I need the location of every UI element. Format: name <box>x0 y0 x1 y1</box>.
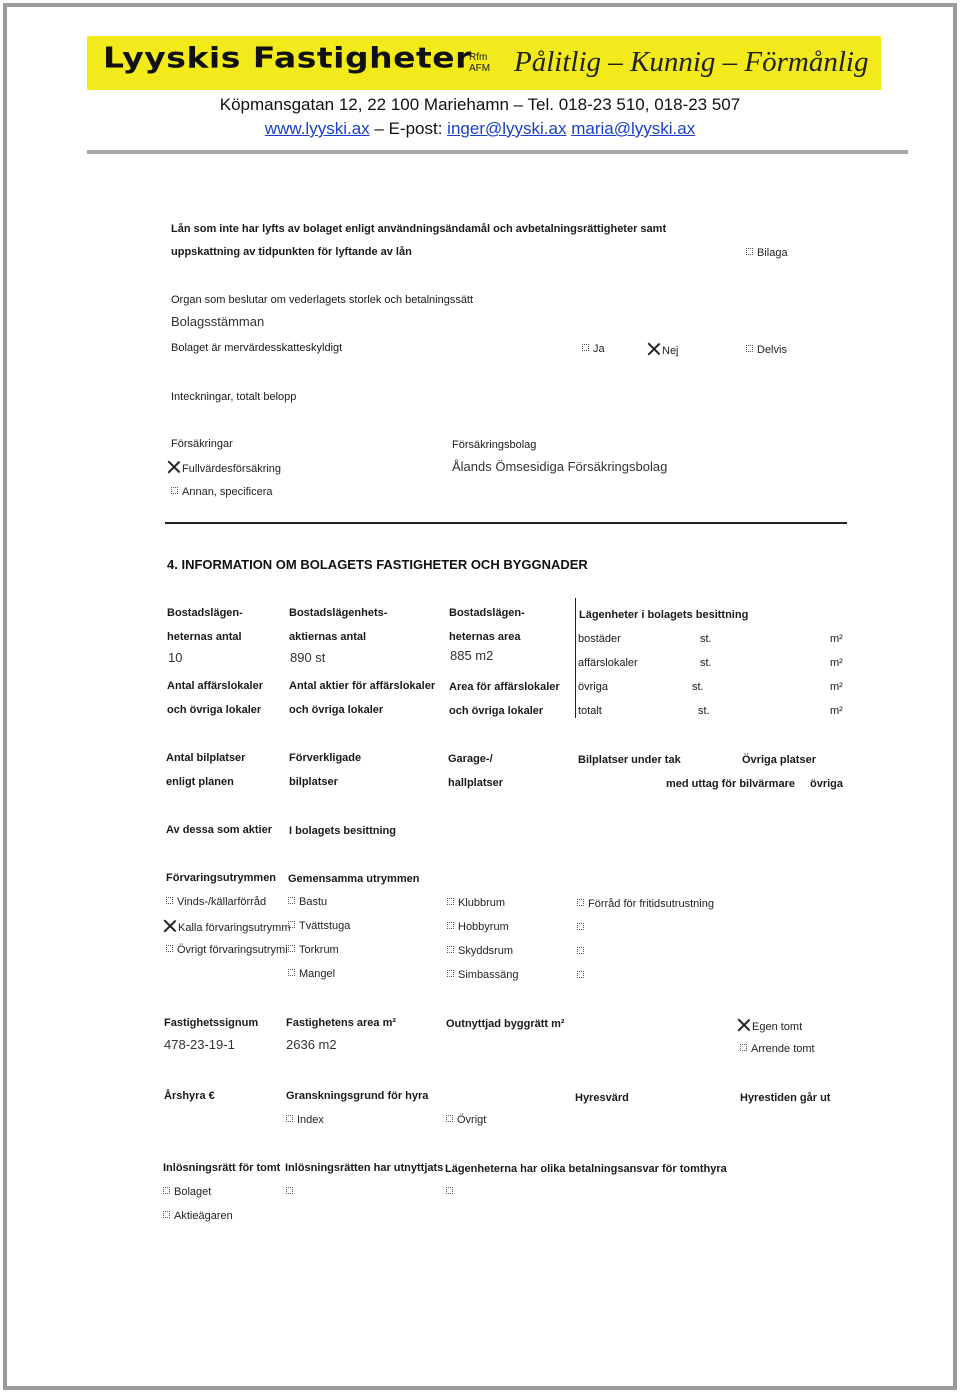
owned-row-label: övriga <box>578 681 608 693</box>
shares-parking-label: Av dessa som aktier <box>166 824 272 836</box>
storage-option-label: Kalla förvaringsutrymm <box>178 922 291 934</box>
loans-label-1: Lån som inte har lyfts av bolaget enligt användningsändamål och avbetalningsrättigheter samt <box>171 223 667 235</box>
common-space-option[interactable] <box>577 946 588 958</box>
redemption-used-label: Inlösningsrätten har utnyttjats <box>285 1162 444 1174</box>
checkbox-icon[interactable] <box>163 1211 170 1218</box>
checkbox-icon[interactable] <box>288 921 295 928</box>
page-border <box>3 3 957 1390</box>
leased-plot-option[interactable] <box>740 1043 815 1055</box>
website-link[interactable]: www.lyyski.ax <box>264 119 370 138</box>
common-space-label: Mangel <box>299 968 336 980</box>
storage-option-label: Övrigt förvaringsutrymi <box>177 944 288 956</box>
attachment-label: Bilaga <box>757 247 788 259</box>
checkbox-icon[interactable] <box>447 898 454 905</box>
organ-label: Organ som beslutar om vederlagets storlek och betalningssätt <box>171 294 474 306</box>
business-shares-label-2: och övriga lokaler <box>289 704 384 716</box>
checkbox-icon[interactable] <box>577 971 584 978</box>
common-space-label: Tvättstuga <box>299 920 351 932</box>
own-plot-label: Egen tomt <box>752 1021 803 1033</box>
checkbox-icon[interactable] <box>286 1187 293 1194</box>
checkbox-icon[interactable] <box>447 922 454 929</box>
redemption-company-option[interactable] <box>163 1186 211 1198</box>
checkbox-icon[interactable] <box>582 344 589 351</box>
column-divider <box>575 598 576 718</box>
rent-other-label: Övrigt <box>457 1114 487 1126</box>
lease-expires-label: Hyrestiden går ut <box>740 1092 831 1104</box>
business-shares-label-1: Antal aktier för affärslokaler <box>289 680 436 692</box>
redemption-owners-label: Aktieägaren <box>174 1210 233 1222</box>
checkbox-icon[interactable] <box>171 487 178 494</box>
property-signum-label: Fastighetssignum <box>164 1017 259 1029</box>
common-space-label: Hobbyrum <box>458 921 509 933</box>
apartment-shares-value: 890 st <box>290 650 326 665</box>
common-space-label: Klubbrum <box>458 897 506 909</box>
checkbox-icon[interactable] <box>446 1115 453 1122</box>
loans-label-2: uppskattning av tidpunkten för lyftande av lån <box>171 246 412 258</box>
vat-partly-label: Delvis <box>757 344 787 356</box>
checkbox-icon[interactable] <box>577 947 584 954</box>
storage-option[interactable] <box>166 944 288 956</box>
checkbox-icon[interactable] <box>746 345 753 352</box>
common-space-option[interactable] <box>447 921 509 933</box>
unit-m2: m² <box>830 657 843 669</box>
other-parking-label: Övriga platser <box>742 754 816 766</box>
parking-realized-label-2: bilplatser <box>289 776 338 788</box>
checkbox-icon[interactable] <box>447 970 454 977</box>
checkbox-icon[interactable] <box>746 248 753 255</box>
common-space-option[interactable] <box>447 897 505 909</box>
own-plot-option[interactable] <box>738 1019 802 1033</box>
rfm-text: Rfm <box>469 52 488 63</box>
unit-m2: m² <box>830 681 843 693</box>
parking-planned-label-1: Antal bilplatser <box>166 752 246 764</box>
unused-building-rights-label: Outnyttjad byggrätt m² <box>446 1018 565 1030</box>
common-space-label: Skyddsrum <box>458 945 514 957</box>
garage-label-2: hallplatser <box>448 777 504 789</box>
insurance-other-label: Annan, specificera <box>182 486 273 498</box>
common-space-option[interactable] <box>288 920 350 932</box>
annual-rent-label: Årshyra € <box>164 1090 215 1102</box>
email-prefix: – E-post: <box>374 119 443 138</box>
insurance-label: Försäkringar <box>171 438 233 450</box>
landlord-label: Hyresvärd <box>575 1092 629 1104</box>
insurance-full-label: Fullvärdesförsäkring <box>182 463 282 475</box>
checkbox-icon[interactable] <box>577 899 584 906</box>
common-space-option[interactable] <box>577 922 588 934</box>
owned-row-label: affärslokaler <box>578 657 638 669</box>
vat-yes-option[interactable] <box>582 343 605 355</box>
rent-basis-label: Granskningsgrund för hyra <box>286 1090 429 1102</box>
unit-st: st. <box>698 705 710 717</box>
property-area-label: Fastighetens area m² <box>286 1017 397 1029</box>
common-space-option[interactable] <box>447 969 519 981</box>
rent-liability-label: Lägenheterna har olika betalningsansvar för tomthyra <box>445 1163 727 1175</box>
unit-st: st. <box>700 633 712 645</box>
parking-planned-label-2: enligt planen <box>166 776 234 788</box>
insurance-company-label: Försäkringsbolag <box>452 439 537 451</box>
vat-yes-label: Ja <box>593 343 605 355</box>
redemption-owners-option[interactable] <box>163 1210 233 1222</box>
heater-parking-label: med uttag för bilvärmare <box>666 778 795 790</box>
unit-m2: m² <box>830 705 843 717</box>
checkbox-icon[interactable] <box>447 946 454 953</box>
header-divider <box>87 150 908 154</box>
common-space-label: Bastu <box>299 896 328 908</box>
unit-m2: m² <box>830 633 843 645</box>
checkbox-icon[interactable] <box>163 1187 170 1194</box>
contact-line <box>0 119 960 139</box>
other-parking-sub-label: övriga <box>810 778 844 790</box>
owned-row-label: totalt <box>578 705 602 717</box>
common-space-option[interactable] <box>447 945 513 957</box>
checkbox-icon[interactable] <box>286 1115 293 1122</box>
property-area-value: 2636 m2 <box>286 1037 337 1052</box>
insurance-company-value: Ålands Ömsesidiga Försäkringsbolag <box>452 459 668 474</box>
checkbox-icon[interactable] <box>166 897 173 904</box>
redemption-used-option[interactable] <box>286 1186 297 1198</box>
checkbox-icon[interactable] <box>577 923 584 930</box>
parking-realized-label-1: Förverkligade <box>289 752 362 764</box>
unit-st: st. <box>692 681 704 693</box>
rent-liability-option[interactable] <box>446 1186 457 1198</box>
leased-plot-label: Arrende tomt <box>751 1043 815 1055</box>
unit-st: st. <box>700 657 712 669</box>
business-count-label-1: Antal affärslokaler <box>167 680 263 692</box>
company-logo: Lyyskis Fastigheter <box>103 41 472 75</box>
storage-option[interactable] <box>166 896 266 908</box>
mortgages-label: Inteckningar, totalt belopp <box>171 391 297 403</box>
address-line: Köpmansgatan 12, 22 100 Mariehamn – Tel. 018-23 510, 018-23 507 <box>219 95 741 114</box>
section-title: 4. INFORMATION OM BOLAGETS FASTIGHETER OCH BYGGNADER <box>167 557 588 572</box>
storage-option[interactable] <box>164 920 290 934</box>
afm-text: AFM <box>469 63 491 74</box>
checkbox-icon[interactable] <box>740 1044 747 1051</box>
garage-label-1: Garage-/ <box>448 753 493 765</box>
storage-label: Förvaringsutrymmen <box>166 872 277 884</box>
redemption-right-label: Inlösningsrätt för tomt <box>163 1162 281 1174</box>
checkbox-icon[interactable] <box>288 969 295 976</box>
apartments-count-label-1: Bostadslägen- <box>167 607 243 619</box>
common-space-label: Simbassäng <box>458 969 519 981</box>
email-link-inger[interactable]: inger@lyyski.ax <box>447 119 567 138</box>
business-area-label-1: Area för affärslokaler <box>449 681 560 693</box>
apartment-shares-label-1: Bostadslägenhets- <box>289 607 388 619</box>
common-space-label: Förråd för fritidsutrustning <box>588 898 714 910</box>
checked-x-icon[interactable] <box>738 1019 750 1031</box>
checked-x-icon[interactable] <box>648 343 660 355</box>
slogan: Pålitlig – Kunnig – Förmånlig <box>514 46 869 78</box>
common-space-option[interactable] <box>288 968 335 980</box>
redemption-company-label: Bolaget <box>174 1186 212 1198</box>
checkbox-icon[interactable] <box>288 945 295 952</box>
checkbox-icon[interactable] <box>166 945 173 952</box>
apartments-area-label-2: heternas area <box>449 631 521 643</box>
vat-no-option[interactable] <box>648 343 679 357</box>
common-space-option[interactable] <box>577 898 714 910</box>
rent-index-label: Index <box>297 1114 324 1126</box>
insurance-other-option[interactable] <box>171 486 273 498</box>
checked-x-icon[interactable] <box>164 920 176 932</box>
business-area-label-2: och övriga lokaler <box>449 705 544 717</box>
common-space-option[interactable] <box>288 896 327 908</box>
checked-x-icon[interactable] <box>168 461 180 473</box>
section-divider <box>165 522 847 524</box>
common-space-option[interactable] <box>577 970 588 982</box>
checkbox-icon[interactable] <box>446 1187 453 1194</box>
business-count-label-2: och övriga lokaler <box>167 704 262 716</box>
checkbox-icon[interactable] <box>288 897 295 904</box>
common-space-option[interactable] <box>288 944 339 956</box>
email-link-maria[interactable]: maria@lyyski.ax <box>571 119 696 138</box>
apartments-count-label-2: heternas antal <box>167 631 242 643</box>
owned-apartments-label: Lägenheter i bolagets besittning <box>579 609 749 621</box>
apartments-area-value: 885 m2 <box>450 648 494 663</box>
property-signum-value: 478-23-19-1 <box>164 1037 235 1052</box>
owned-row-label: bostäder <box>578 633 621 645</box>
insurance-full-option[interactable] <box>168 461 281 475</box>
vat-label: Bolaget är mervärdesskatteskyldigt <box>171 342 343 354</box>
rent-other-option[interactable] <box>446 1114 486 1126</box>
owned-parking-label: I bolagets besittning <box>289 825 396 837</box>
rent-index-option[interactable] <box>286 1114 324 1126</box>
common-spaces-label: Gemensamma utrymmen <box>288 873 420 885</box>
rfm-afm-mark <box>469 52 490 74</box>
apartment-shares-label-2: aktiernas antal <box>289 631 367 643</box>
common-space-label: Torkrum <box>299 944 339 956</box>
organ-value: Bolagsstämman <box>171 314 265 329</box>
attachment-option[interactable] <box>746 247 788 259</box>
covered-parking-label: Bilplatser under tak <box>578 754 681 766</box>
vat-partly-option[interactable] <box>746 344 787 356</box>
vat-no-label: Nej <box>662 345 679 357</box>
storage-option-label: Vinds-/källarförråd <box>177 896 267 908</box>
apartments-area-label-1: Bostadslägen- <box>449 607 525 619</box>
apartments-count-value: 10 <box>168 650 183 665</box>
